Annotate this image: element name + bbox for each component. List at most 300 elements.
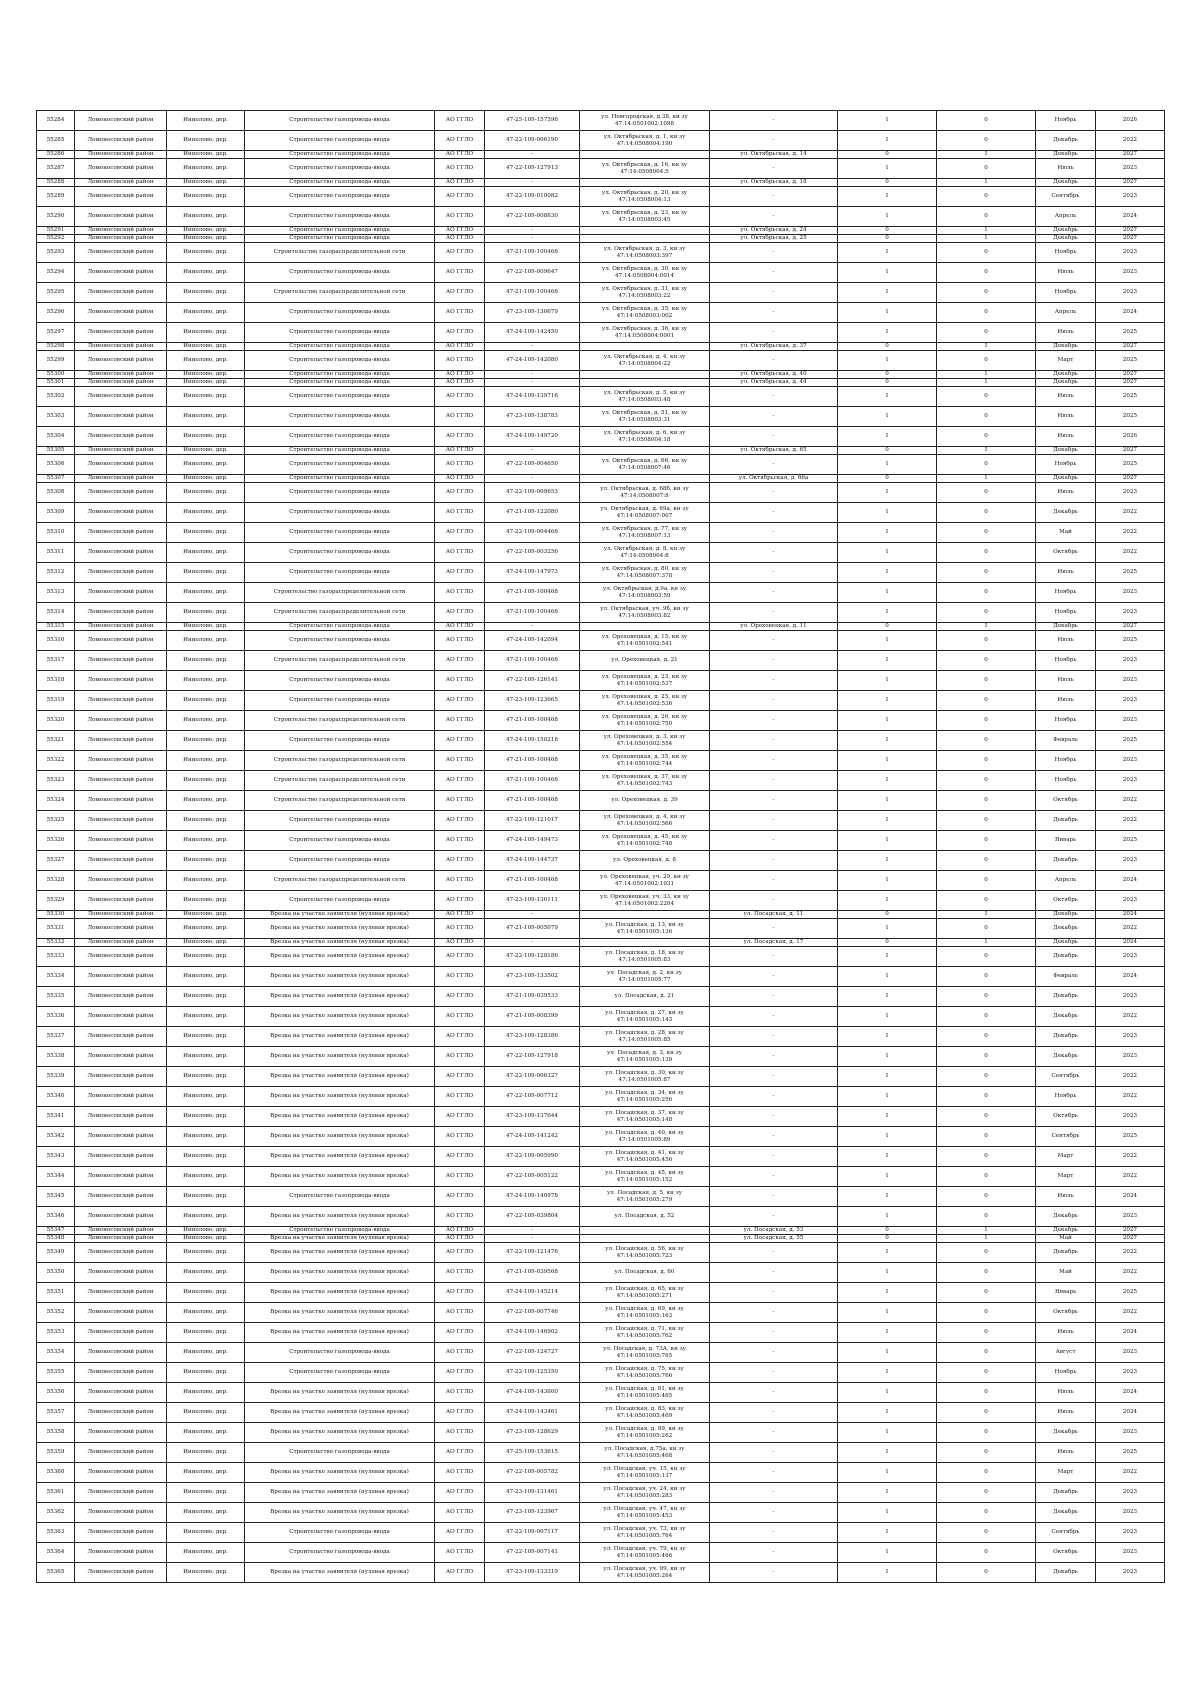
cell-operator: АО ГГЛО: [435, 207, 485, 227]
cell-planned-address: ул. Посадская, д. 55: [710, 1235, 838, 1243]
cell-district: Ломоносовский район: [75, 987, 167, 1007]
cell-count-b: 1: [937, 343, 1036, 351]
cell-operator: АО ГГЛО: [435, 1235, 485, 1243]
cell-planned-address: -: [710, 543, 838, 563]
cell-row-number: 55364: [37, 1543, 75, 1563]
cell-cadastral-address: ул. Посадская, д. 69, кн зу 47:14:0501005:163: [580, 1303, 710, 1323]
cell-application-number: -: [485, 371, 580, 379]
cell-application-number: 47-21-109-100468: [485, 283, 580, 303]
cell-month: Декабрь: [1036, 811, 1096, 831]
cell-work-type: Строительство газопровода-ввода: [245, 111, 435, 131]
cell-row-number: 55314: [37, 603, 75, 623]
cell-year: 2024: [1096, 1403, 1165, 1423]
cell-year: 2025: [1096, 563, 1165, 583]
cell-year: 2023: [1096, 1107, 1165, 1127]
cell-count-b: 1: [937, 151, 1036, 159]
cell-operator: АО ГГЛО: [435, 1523, 485, 1543]
cell-planned-address: -: [710, 831, 838, 851]
cell-count-b: 0: [937, 1087, 1036, 1107]
cell-cadastral-address: ул. Посадская, д. 75, кн зу 47:14:0501005:766: [580, 1363, 710, 1383]
cell-year: 2023: [1096, 987, 1165, 1007]
cell-year: 2024: [1096, 939, 1165, 947]
cell-row-number: 55298: [37, 343, 75, 351]
cell-count-b: 0: [937, 967, 1036, 987]
cell-cadastral-address: ул. Ореховецкая, д. 25, кн зу 47:14:0501002:536: [580, 691, 710, 711]
cell-operator: АО ГГЛО: [435, 283, 485, 303]
cell-count-b: 0: [937, 1263, 1036, 1283]
cell-application-number: 47-24-109-150218: [485, 731, 580, 751]
cell-year: 2023: [1096, 159, 1165, 179]
cell-settlement: Иннолово, дер.: [167, 1007, 245, 1027]
cell-planned-address: -: [710, 691, 838, 711]
cell-work-type: Врезка на участке заявителя (нулевая врезка): [245, 947, 435, 967]
cell-planned-address: -: [710, 1443, 838, 1463]
cell-settlement: Иннолово, дер.: [167, 623, 245, 631]
cell-work-type: Врезка на участке заявителя (нулевая врезка): [245, 1563, 435, 1583]
cell-operator: АО ГГЛО: [435, 1187, 485, 1207]
cell-month: Декабрь: [1036, 1207, 1096, 1227]
cell-count-a: 1: [838, 543, 937, 563]
cell-month: Октябрь: [1036, 891, 1096, 911]
cell-count-b: 0: [937, 791, 1036, 811]
cell-row-number: 55349: [37, 1243, 75, 1263]
cell-cadastral-address: ул. Посадская, уч. 99, кн зу 47:14:0501005:264: [580, 1563, 710, 1583]
cell-cadastral-address: ул. Ореховецкая, д. 3, кн зу 47:14:0501002:554: [580, 731, 710, 751]
cell-year: 2022: [1096, 543, 1165, 563]
cell-work-type: Врезка на участке заявителя (нулевая врезка): [245, 1087, 435, 1107]
cell-operator: АО ГГЛО: [435, 631, 485, 651]
cell-settlement: Иннолово, дер.: [167, 187, 245, 207]
cell-month: Август: [1036, 1343, 1096, 1363]
cell-year: 2023: [1096, 1343, 1165, 1363]
cell-operator: АО ГГЛО: [435, 227, 485, 235]
cell-count-a: 1: [838, 283, 937, 303]
cell-cadastral-address: ул. Посадская, д. 40, кн зу 47:14:0501005:89: [580, 1127, 710, 1147]
cell-count-a: 0: [838, 939, 937, 947]
cell-application-number: 47-21-109-100468: [485, 751, 580, 771]
cell-settlement: Иннолово, дер.: [167, 1303, 245, 1323]
cell-row-number: 55350: [37, 1263, 75, 1283]
cell-cadastral-address: ул. Посадская, уч. 73, кн зу 47:14:0501005:764: [580, 1523, 710, 1543]
cell-count-a: 1: [838, 427, 937, 447]
cell-application-number: 47-21-109-100468: [485, 711, 580, 731]
cell-application-number: 47-21-109-039533: [485, 987, 580, 1007]
cell-planned-address: -: [710, 1027, 838, 1047]
cell-row-number: 55291: [37, 227, 75, 235]
cell-year: 2023: [1096, 283, 1165, 303]
cell-row-number: 55312: [37, 563, 75, 583]
cell-application-number: 47-22-109-005782: [485, 1463, 580, 1483]
cell-settlement: Иннолово, дер.: [167, 1503, 245, 1523]
cell-cadastral-address: ул. Октябрьская, д. 5, кн зу 47:14:0508003:48: [580, 387, 710, 407]
cell-application-number: 47-23-109-123967: [485, 1503, 580, 1523]
cell-count-a: 1: [838, 263, 937, 283]
cell-count-b: 0: [937, 691, 1036, 711]
cell-count-a: 1: [838, 1107, 937, 1127]
cell-year: 2022: [1096, 1463, 1165, 1483]
cell-operator: АО ГГЛО: [435, 1227, 485, 1235]
cell-row-number: 55316: [37, 631, 75, 651]
cell-work-type: Врезка на участке заявителя (нулевая врезка): [245, 1503, 435, 1523]
cell-month: Май: [1036, 1263, 1096, 1283]
cell-year: 2025: [1096, 323, 1165, 343]
cell-operator: АО ГГЛО: [435, 1323, 485, 1343]
cell-settlement: Иннолово, дер.: [167, 379, 245, 387]
cell-operator: АО ГГЛО: [435, 351, 485, 371]
cell-year: 2023: [1096, 1423, 1165, 1443]
cell-work-type: Строительство газопровода-ввода: [245, 131, 435, 151]
cell-settlement: Иннолово, дер.: [167, 387, 245, 407]
cell-row-number: 55328: [37, 871, 75, 891]
cell-settlement: Иннолово, дер.: [167, 151, 245, 159]
cell-settlement: Иннолово, дер.: [167, 1283, 245, 1303]
table-row: [37, 1067, 1165, 1087]
cell-count-a: 1: [838, 207, 937, 227]
table-row: [37, 563, 1165, 583]
table-row: [37, 891, 1165, 911]
table-row: [37, 1227, 1165, 1235]
table-row: [37, 1403, 1165, 1423]
cell-planned-address: -: [710, 1263, 838, 1283]
cell-row-number: 55363: [37, 1523, 75, 1543]
cell-year: 2025: [1096, 831, 1165, 851]
cell-year: 2023: [1096, 671, 1165, 691]
cell-district: Ломоносовский район: [75, 691, 167, 711]
cell-operator: АО ГГЛО: [435, 387, 485, 407]
cell-year: 2025: [1096, 1443, 1165, 1463]
cell-cadastral-address: ул. Ореховецкая, д. 39: [580, 791, 710, 811]
cell-cadastral-address: ул. Ореховецкая, д. 4, кн зу 47:14:0501002:566: [580, 811, 710, 831]
cell-year: 2025: [1096, 455, 1165, 475]
table-row: [37, 691, 1165, 711]
cell-cadastral-address: ул. Посадская, д. 60: [580, 1263, 710, 1283]
cell-month: Апрель: [1036, 207, 1096, 227]
cell-count-a: 1: [838, 731, 937, 751]
cell-month: Декабрь: [1036, 227, 1096, 235]
cell-planned-address: -: [710, 159, 838, 179]
cell-count-a: 1: [838, 891, 937, 911]
table-row: [37, 1563, 1165, 1583]
cell-cadastral-address: ул. Посадская, д. 3, кн зу 47:14:0501005:139: [580, 1047, 710, 1067]
cell-planned-address: -: [710, 1523, 838, 1543]
table-row: [37, 1463, 1165, 1483]
cell-operator: АО ГГЛО: [435, 1243, 485, 1263]
cell-year: 2023: [1096, 1483, 1165, 1503]
cell-operator: АО ГГЛО: [435, 1263, 485, 1283]
cell-work-type: Строительство газораспределительной сети: [245, 711, 435, 731]
cell-work-type: Врезка на участке заявителя (нулевая врезка): [245, 1403, 435, 1423]
cell-work-type: Строительство газопровода-ввода: [245, 179, 435, 187]
cell-month: Ноябрь: [1036, 711, 1096, 731]
cell-count-a: 1: [838, 751, 937, 771]
cell-year: 2027: [1096, 227, 1165, 235]
cell-cadastral-address: [580, 623, 710, 631]
cell-work-type: Врезка на участке заявителя (нулевая врезка): [245, 1303, 435, 1323]
cell-month: Июль: [1036, 407, 1096, 427]
cell-application-number: -: [485, 379, 580, 387]
table-row: [37, 427, 1165, 447]
cell-count-a: 0: [838, 151, 937, 159]
cell-work-type: Врезка на участке заявителя (нулевая врезка): [245, 919, 435, 939]
cell-work-type: Строительство газопровода-ввода: [245, 1443, 435, 1463]
table-row: [37, 447, 1165, 455]
cell-work-type: Врезка на участке заявителя (нулевая врезка): [245, 939, 435, 947]
cell-application-number: 47-22-109-125350: [485, 1363, 580, 1383]
cell-cadastral-address: ул. Посадская, д. 18, кн зу 47:14:0501005:83: [580, 947, 710, 967]
cell-planned-address: -: [710, 1563, 838, 1583]
cell-settlement: Иннолово, дер.: [167, 851, 245, 871]
cell-count-b: 1: [937, 179, 1036, 187]
cell-count-b: 0: [937, 1503, 1036, 1523]
cell-count-b: 0: [937, 1007, 1036, 1027]
cell-month: Июль: [1036, 427, 1096, 447]
cell-planned-address: -: [710, 1363, 838, 1383]
cell-month: Декабрь: [1036, 179, 1096, 187]
cell-settlement: Иннолово, дер.: [167, 323, 245, 343]
cell-year: 2023: [1096, 651, 1165, 671]
cell-operator: АО ГГЛО: [435, 1503, 485, 1523]
cell-settlement: Иннолово, дер.: [167, 1107, 245, 1127]
cell-work-type: Строительство газопровода-ввода: [245, 263, 435, 283]
cell-settlement: Иннолово, дер.: [167, 831, 245, 851]
cell-month: Февраль: [1036, 967, 1096, 987]
cell-count-a: 1: [838, 1543, 937, 1563]
cell-work-type: Строительство газораспределительной сети: [245, 751, 435, 771]
table-row: [37, 131, 1165, 151]
cell-operator: АО ГГЛО: [435, 523, 485, 543]
cell-settlement: Иннолово, дер.: [167, 455, 245, 475]
cell-planned-address: ул. Посадская, д. 11: [710, 911, 838, 919]
cell-settlement: Иннолово, дер.: [167, 303, 245, 323]
cell-operator: АО ГГЛО: [435, 179, 485, 187]
cell-month: Июль: [1036, 631, 1096, 651]
cell-work-type: Врезка на участке заявителя (нулевая врезка): [245, 987, 435, 1007]
cell-cadastral-address: ул. Посадская, д. 27, кн зу 47:14:0501005:143: [580, 1007, 710, 1027]
cell-district: Ломоносовский район: [75, 1483, 167, 1503]
cell-district: Ломоносовский район: [75, 871, 167, 891]
cell-count-a: 1: [838, 1147, 937, 1167]
table-row: [37, 791, 1165, 811]
cell-settlement: Иннолово, дер.: [167, 1323, 245, 1343]
table-row: [37, 351, 1165, 371]
cell-month: Июль: [1036, 671, 1096, 691]
cell-work-type: Строительство газопровода-ввода: [245, 303, 435, 323]
cell-application-number: 47-24-109-147973: [485, 563, 580, 583]
cell-operator: АО ГГЛО: [435, 891, 485, 911]
table-row: [37, 1127, 1165, 1147]
cell-settlement: Иннолово, дер.: [167, 1523, 245, 1543]
cell-year: 2022: [1096, 1087, 1165, 1107]
table-row: [37, 603, 1165, 623]
cell-row-number: 55332: [37, 939, 75, 947]
cell-operator: АО ГГЛО: [435, 919, 485, 939]
cell-count-b: 0: [937, 731, 1036, 751]
cell-district: Ломоносовский район: [75, 919, 167, 939]
cell-planned-address: -: [710, 111, 838, 131]
cell-district: Ломоносовский район: [75, 179, 167, 187]
cell-planned-address: -: [710, 583, 838, 603]
cell-application-number: 47-22-109-010082: [485, 187, 580, 207]
table-row: [37, 623, 1165, 631]
cell-row-number: 55321: [37, 731, 75, 751]
cell-month: Июль: [1036, 1443, 1096, 1463]
cell-cadastral-address: ул. Ореховецкая, д. 26, кн зу 47:14:0501002:750: [580, 711, 710, 731]
cell-application-number: 47-22-109-126141: [485, 671, 580, 691]
cell-year: 2022: [1096, 1303, 1165, 1323]
table-row: [37, 187, 1165, 207]
cell-operator: АО ГГЛО: [435, 1563, 485, 1583]
cell-planned-address: -: [710, 791, 838, 811]
cell-year: 2025: [1096, 351, 1165, 371]
cell-count-a: 1: [838, 1403, 937, 1423]
cell-year: 2026: [1096, 427, 1165, 447]
cell-work-type: Строительство газораспределительной сети: [245, 771, 435, 791]
cell-cadastral-address: ул. Октябрьская, д. 68б, кн зу 47:14:0508007:8: [580, 483, 710, 503]
cell-year: 2025: [1096, 1283, 1165, 1303]
cell-row-number: 55362: [37, 1503, 75, 1523]
cell-cadastral-address: ул. Посадская, д. 28, кн зу 47:14:0501005:85: [580, 1027, 710, 1047]
cell-row-number: 55343: [37, 1147, 75, 1167]
cell-planned-address: -: [710, 523, 838, 543]
cell-count-a: 0: [838, 379, 937, 387]
cell-row-number: 55358: [37, 1423, 75, 1443]
cell-year: 2027: [1096, 1235, 1165, 1243]
cell-year: 2027: [1096, 1227, 1165, 1235]
cell-cadastral-address: ул. Октябрьская, д. 80, кн зу 47:14:0508007:378: [580, 563, 710, 583]
cell-count-b: 0: [937, 987, 1036, 1007]
cell-row-number: 55360: [37, 1463, 75, 1483]
cell-operator: АО ГГЛО: [435, 939, 485, 947]
cell-month: Ноябрь: [1036, 603, 1096, 623]
cell-year: 2022: [1096, 1007, 1165, 1027]
cell-district: Ломоносовский район: [75, 1007, 167, 1027]
cell-year: 2027: [1096, 623, 1165, 631]
cell-count-b: 0: [937, 131, 1036, 151]
cell-operator: АО ГГЛО: [435, 455, 485, 475]
cell-settlement: Иннолово, дер.: [167, 811, 245, 831]
cell-work-type: Строительство газопровода-ввода: [245, 427, 435, 447]
cell-work-type: Строительство газопровода-ввода: [245, 235, 435, 243]
cell-cadastral-address: ул. Октябрьская, д. 69а, кн зу 47:14:0508007:007: [580, 503, 710, 523]
cell-row-number: 55300: [37, 371, 75, 379]
cell-count-b: 0: [937, 543, 1036, 563]
cell-district: Ломоносовский район: [75, 1087, 167, 1107]
cell-application-number: 47-21-109-100468: [485, 871, 580, 891]
cell-count-b: 0: [937, 811, 1036, 831]
cell-row-number: 55347: [37, 1227, 75, 1235]
cell-operator: АО ГГЛО: [435, 303, 485, 323]
cell-operator: АО ГГЛО: [435, 791, 485, 811]
cell-cadastral-address: ул. Октябрьская, д. 31, кн зу 47:14:0508003:22: [580, 283, 710, 303]
cell-year: 2027: [1096, 475, 1165, 483]
cell-work-type: Строительство газопровода-ввода: [245, 227, 435, 235]
cell-planned-address: -: [710, 1243, 838, 1263]
table-row: [37, 1363, 1165, 1383]
cell-row-number: 55337: [37, 1027, 75, 1047]
cell-year: 2022: [1096, 1243, 1165, 1263]
table-row: [37, 1423, 1165, 1443]
cell-count-b: 0: [937, 851, 1036, 871]
cell-count-a: 1: [838, 563, 937, 583]
cell-row-number: 55365: [37, 1563, 75, 1583]
cell-application-number: 47-21-109-005079: [485, 919, 580, 939]
cell-row-number: 55297: [37, 323, 75, 343]
cell-cadastral-address: ул. Октябрьская, д. 1, кн зу 47:14:0508004:190: [580, 131, 710, 151]
cell-work-type: Строительство газопровода-ввода: [245, 631, 435, 651]
cell-year: 2025: [1096, 631, 1165, 651]
cell-application-number: 47-24-109-145214: [485, 1283, 580, 1303]
cell-year: 2023: [1096, 771, 1165, 791]
cell-planned-address: -: [710, 731, 838, 751]
cell-cadastral-address: ул. Посадская, д. 73А, кн зу 47:14:0501005:765: [580, 1343, 710, 1363]
cell-row-number: 55284: [37, 111, 75, 131]
cell-month: Сентябрь: [1036, 1067, 1096, 1087]
cell-month: Июль: [1036, 691, 1096, 711]
cell-application-number: 47-23-109-123665: [485, 691, 580, 711]
cell-month: Декабрь: [1036, 235, 1096, 243]
cell-count-b: 0: [937, 771, 1036, 791]
cell-count-a: 1: [838, 243, 937, 263]
cell-work-type: Врезка на участке заявителя (нулевая врезка): [245, 1067, 435, 1087]
cell-count-b: 0: [937, 243, 1036, 263]
cell-year: 2027: [1096, 151, 1165, 159]
cell-row-number: 55305: [37, 447, 75, 455]
cell-row-number: 55309: [37, 503, 75, 523]
cell-count-a: 1: [838, 483, 937, 503]
cell-application-number: 47-25-109-153615: [485, 1443, 580, 1463]
cell-operator: АО ГГЛО: [435, 543, 485, 563]
cell-district: Ломоносовский район: [75, 583, 167, 603]
cell-settlement: Иннолово, дер.: [167, 891, 245, 911]
cell-settlement: Иннолово, дер.: [167, 1383, 245, 1403]
cell-operator: АО ГГЛО: [435, 911, 485, 919]
cell-year: 2023: [1096, 1363, 1165, 1383]
cell-cadastral-address: [580, 911, 710, 919]
cell-application-number: 47-22-109-009647: [485, 263, 580, 283]
cell-cadastral-address: ул. Посадская, уч. 79, кн зу 47:14:0501005:466: [580, 1543, 710, 1563]
cell-row-number: 55335: [37, 987, 75, 1007]
cell-planned-address: -: [710, 771, 838, 791]
cell-year: 2027: [1096, 235, 1165, 243]
cell-count-b: 0: [937, 891, 1036, 911]
cell-work-type: Строительство газопровода-ввода: [245, 503, 435, 523]
cell-settlement: Иннолово, дер.: [167, 1243, 245, 1263]
cell-year: 2023: [1096, 1523, 1165, 1543]
cell-count-a: 1: [838, 1283, 937, 1303]
cell-work-type: Врезка на участке заявителя (нулевая врезка): [245, 1423, 435, 1443]
cell-work-type: Врезка на участке заявителя (нулевая врезка): [245, 967, 435, 987]
cell-application-number: 47-22-109-004650: [485, 455, 580, 475]
cell-settlement: Иннолово, дер.: [167, 1087, 245, 1107]
cell-cadastral-address: [580, 343, 710, 351]
cell-planned-address: -: [710, 1503, 838, 1523]
cell-settlement: Иннолово, дер.: [167, 1483, 245, 1503]
cell-count-b: 0: [937, 427, 1036, 447]
cell-district: Ломоносовский район: [75, 1503, 167, 1523]
cell-district: Ломоносовский район: [75, 771, 167, 791]
cell-month: Октябрь: [1036, 1303, 1096, 1323]
cell-district: Ломоносовский район: [75, 263, 167, 283]
cell-year: 2022: [1096, 1167, 1165, 1187]
cell-year: 2024: [1096, 303, 1165, 323]
cell-count-a: 1: [838, 1523, 937, 1543]
cell-work-type: Строительство газопровода-ввода: [245, 811, 435, 831]
cell-settlement: Иннолово, дер.: [167, 543, 245, 563]
cell-planned-address: -: [710, 871, 838, 891]
cell-count-a: 0: [838, 475, 937, 483]
cell-work-type: Врезка на участке заявителя (нулевая врезка): [245, 1263, 435, 1283]
cell-planned-address: -: [710, 851, 838, 871]
